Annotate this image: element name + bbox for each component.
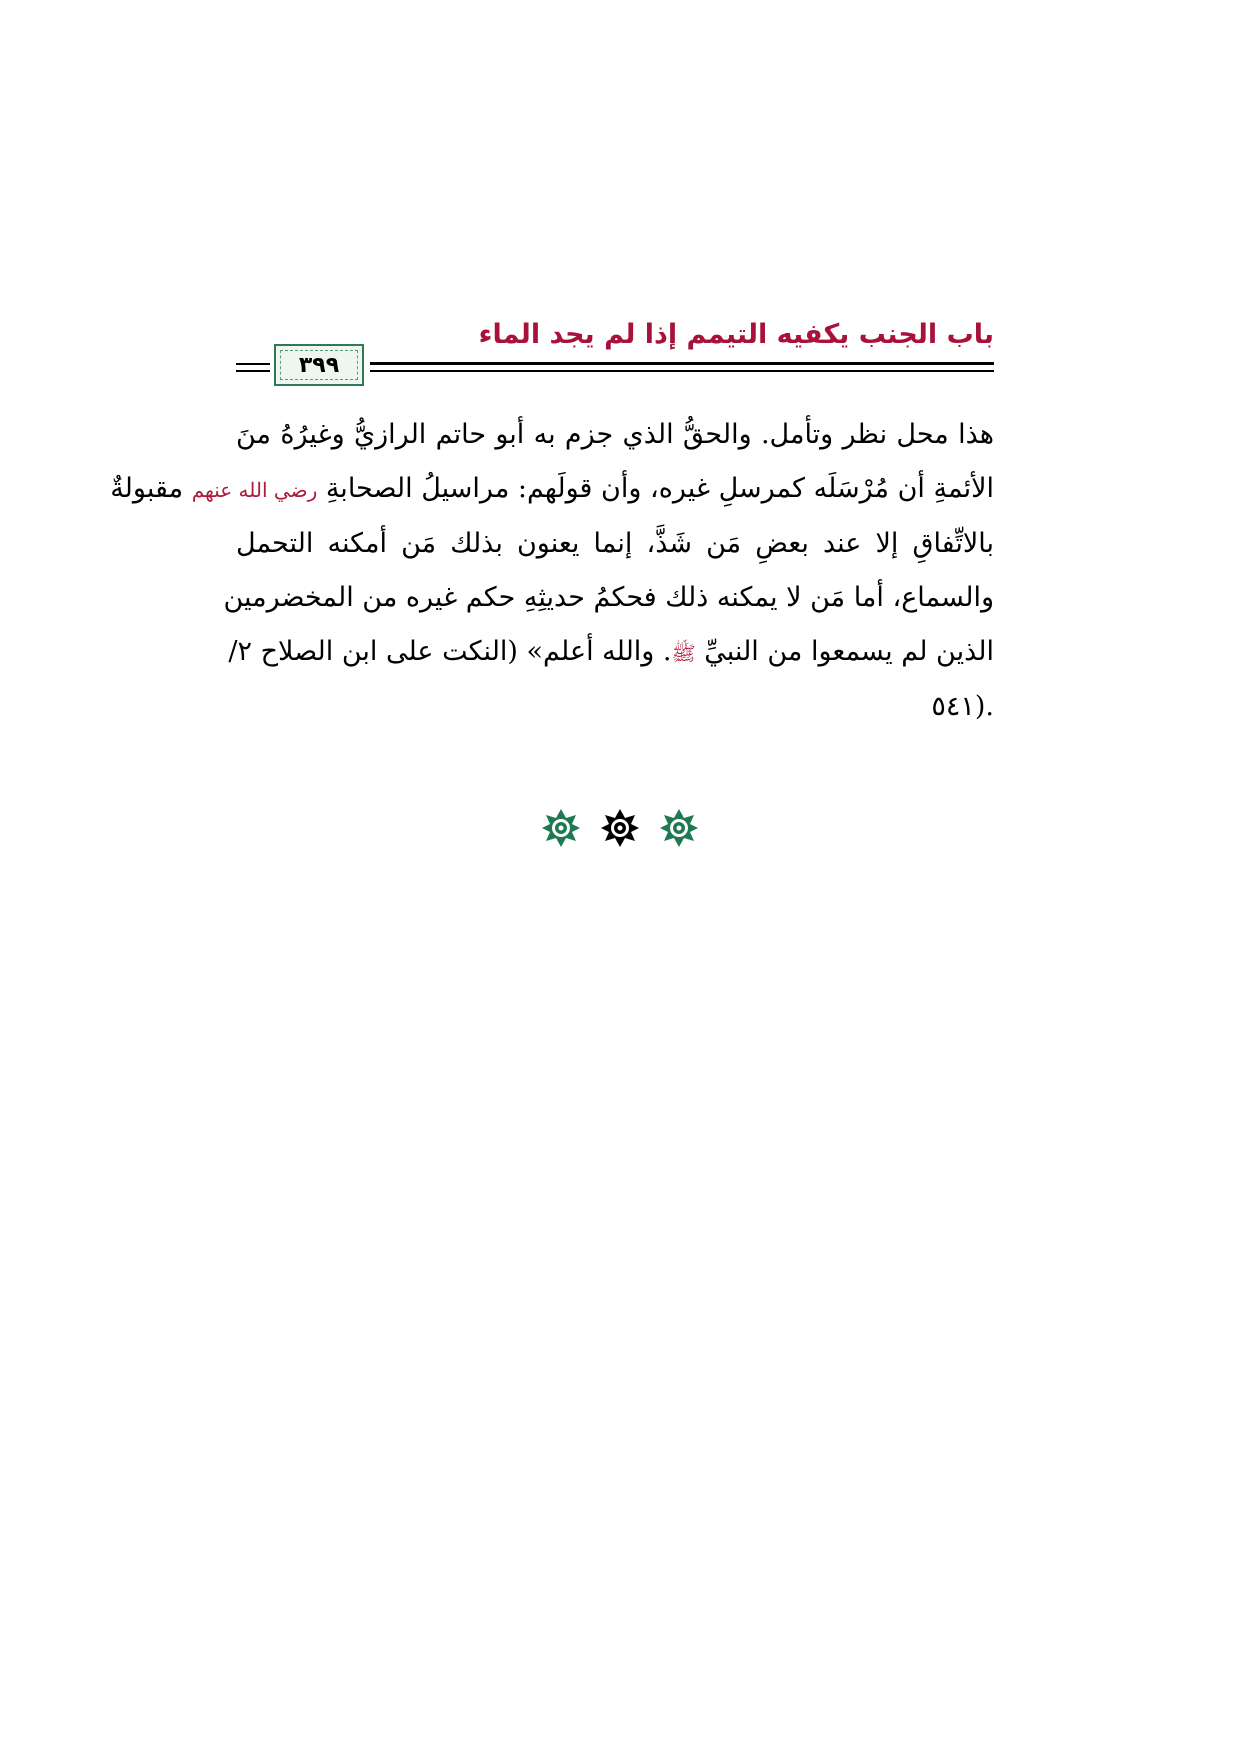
body-line-4: والسماع، أما مَن لا يمكنه ذلك فحكمُ حديثِهِ حكم غيره من المخضرمين [223,582,994,613]
body-line-6: .(٥٤١ [931,691,994,722]
header-rule-left-bottom [236,370,270,372]
ornament-flower-icon [659,808,699,848]
ornament-flower-icon [600,808,640,848]
body-line-1: هذا محل نظر وتأمل. والحقُّ الذي جزم به أبو حاتم الرازيُّ وغيرُهُ منَ [236,419,994,450]
body-line-5-text: الذين لم يسمعوا من النبيِّ [704,636,994,667]
body-paragraph [110,408,994,734]
body-line-5 [228,625,994,680]
honorific-sahabah: رضي الله عنهم [191,478,318,502]
body-line-2-text: الأئمةِ أن مُرْسَلَه كمرسلِ غيره، وأن قولَهم: مراسيلُ الصحابةِ [325,473,994,504]
section-end-ornament [541,808,699,848]
body-line-5-end: . والله أعلم» (النكت على ابن الصلاح ٢/ [228,636,672,667]
running-head-title: باب الجنب يكفيه التيمم إذا لم يجد الماء [478,319,994,350]
page-number-badge [274,344,364,386]
honorific-prophet: ﷺ [671,641,696,665]
header-rule-right-top [370,362,994,365]
header-rule-left-top [236,363,270,365]
page-number: ٣٩٩ [298,352,340,378]
header-rule-right-bottom [370,370,994,372]
body-line-3: بالاتِّفاقِ إلا عند بعضِ مَن شَذَّ، إنما يعنون بذلك مَن أمكنه التحمل [236,528,994,559]
ornament-flower-icon [541,808,581,848]
body-line-2-end: مقبولةٌ [110,473,184,504]
body-line-2 [110,462,994,517]
